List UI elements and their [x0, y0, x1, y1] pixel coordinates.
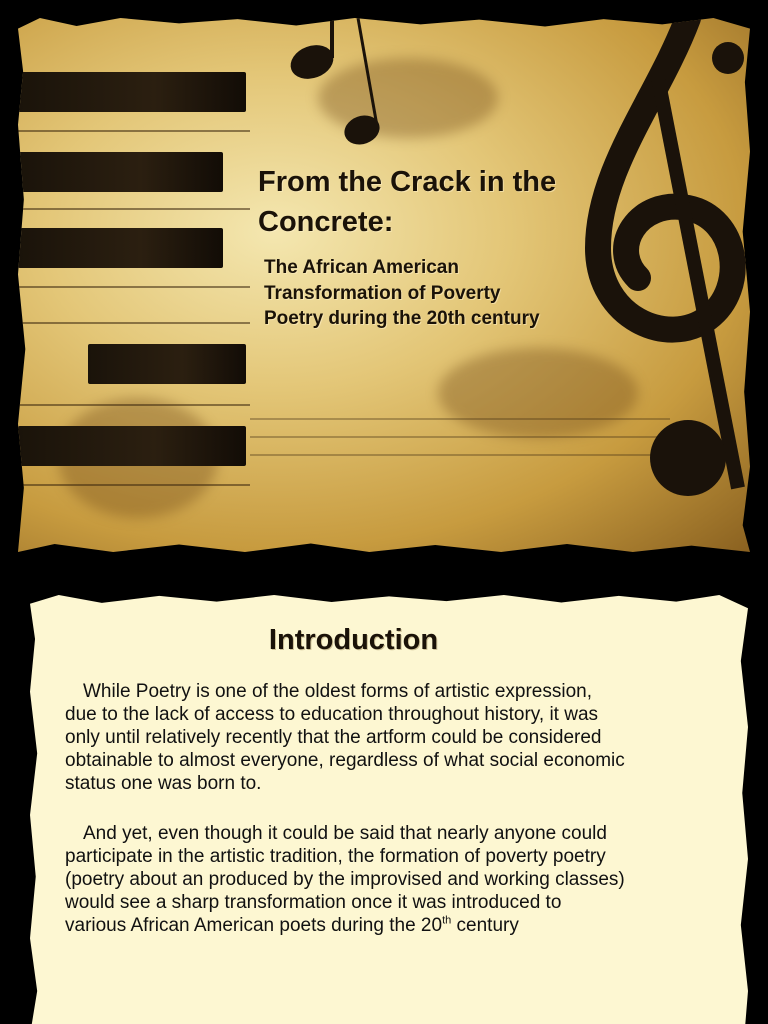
- introduction-slide: [0, 580, 768, 1024]
- piano-key-divider: [18, 322, 250, 324]
- treble-clef-icon: [538, 18, 750, 538]
- slide-subtitle: The African American Transformation of Poverty Poetry during the 20th century: [264, 257, 540, 329]
- piano-black-key: [18, 72, 246, 112]
- introduction-paragraph-1: While Poetry is one of the oldest forms of artistic expression, due to the lack of access to education throughout history, it was only until relatively recently that the artform could be considered obtainable to almost everyone, regardless of what social economic status one was born to.: [65, 681, 625, 794]
- paragraph-2-text: And yet, even though it could be said that nearly anyone could participate in the artistic tradition, the formation of poverty poetry (poetry about an produced by the improvised and working classes) would see a sharp transformation once it was introduced to various African American poets during the 20: [65, 823, 625, 936]
- introduction-paragraph-2: [65, 822, 625, 937]
- piano-key-divider: [18, 484, 250, 486]
- piano-black-key: [18, 228, 223, 268]
- ordinal-suffix: th: [442, 914, 452, 927]
- piano-key-divider: [18, 208, 250, 210]
- note-paper-background: [30, 595, 748, 1024]
- piano-key-divider: [18, 286, 250, 288]
- piano-black-key: [18, 152, 223, 192]
- paragraph-2-ending: century: [451, 915, 519, 936]
- music-note-icon: [278, 18, 398, 158]
- slide-title: From the Crack in the Concrete:: [258, 166, 557, 238]
- introduction-heading: Introduction: [268, 624, 439, 656]
- piano-black-key: [18, 426, 246, 466]
- piano-key-divider: [18, 130, 250, 132]
- piano-key-divider: [18, 404, 250, 406]
- piano-black-key: [88, 344, 246, 384]
